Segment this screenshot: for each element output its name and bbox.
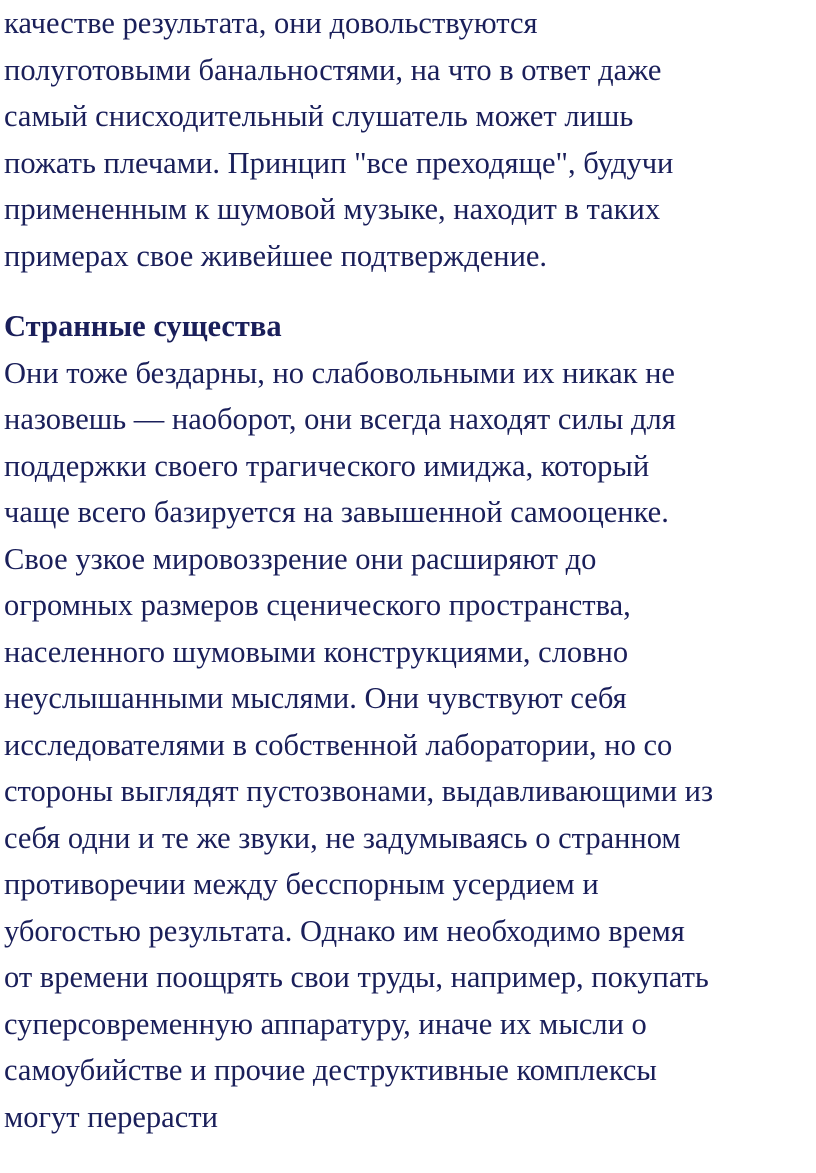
text-line: себя одни и те же звуки, не задумываясь о странном (4, 820, 681, 855)
paragraph-intro (4, 0, 816, 279)
text-line: самоубийстве и прочие деструктивные комплексы (4, 1053, 657, 1087)
text-line: качестве результата, они довольствуются (4, 6, 538, 40)
section-heading: Странные существа (4, 309, 282, 343)
text-line: Они тоже бездарны, но слабовольными их никак не (4, 355, 675, 390)
text-line: примененным к шумовой музыке, находит в таких (4, 192, 661, 226)
text-line: суперсовременную аппаратуру, иначе их мысли о (4, 1006, 647, 1041)
text-line: исследователями в собственной лаборатории, но со (4, 727, 673, 762)
text-line: поддержки своего трагического имиджа, который (4, 448, 650, 483)
text-line: стороны выглядят пустозвонами, выдавливающими из (4, 774, 714, 808)
text-line: примерах свое живейшее подтверждение. (4, 238, 548, 273)
text-line: неуслышанными мыслями. Они чувствуют себя (4, 681, 627, 715)
text-line: Свое узкое мировоззрение они расширяют до (4, 541, 597, 576)
text-line: могут перерасти (4, 1099, 218, 1134)
text-line: огромных размеров сценического пространства, (4, 588, 631, 622)
text-line: чаще всего базируется на завышенной самооценке. (4, 495, 669, 529)
text-line: от времени поощрять свои труды, например, покупать (4, 960, 709, 994)
text-line: полуготовыми банальностями, на что в ответ даже (4, 52, 662, 87)
text-line: убогостью результата. Однако им необходимо время (4, 913, 685, 948)
text-line: назовешь — наоборот, они всегда находят силы для (4, 402, 676, 436)
document-page (4, 0, 816, 1140)
text-line: населенного шумовыми конструкциями, словно (4, 634, 629, 669)
text-line: пожать плечами. Принцип "все преходяще", будучи (4, 145, 674, 180)
text-line: противоречии между бесспорным усердием и (4, 867, 599, 901)
paragraph-section (4, 350, 816, 1141)
text-line: самый снисходительный слушатель может лишь (4, 99, 634, 133)
